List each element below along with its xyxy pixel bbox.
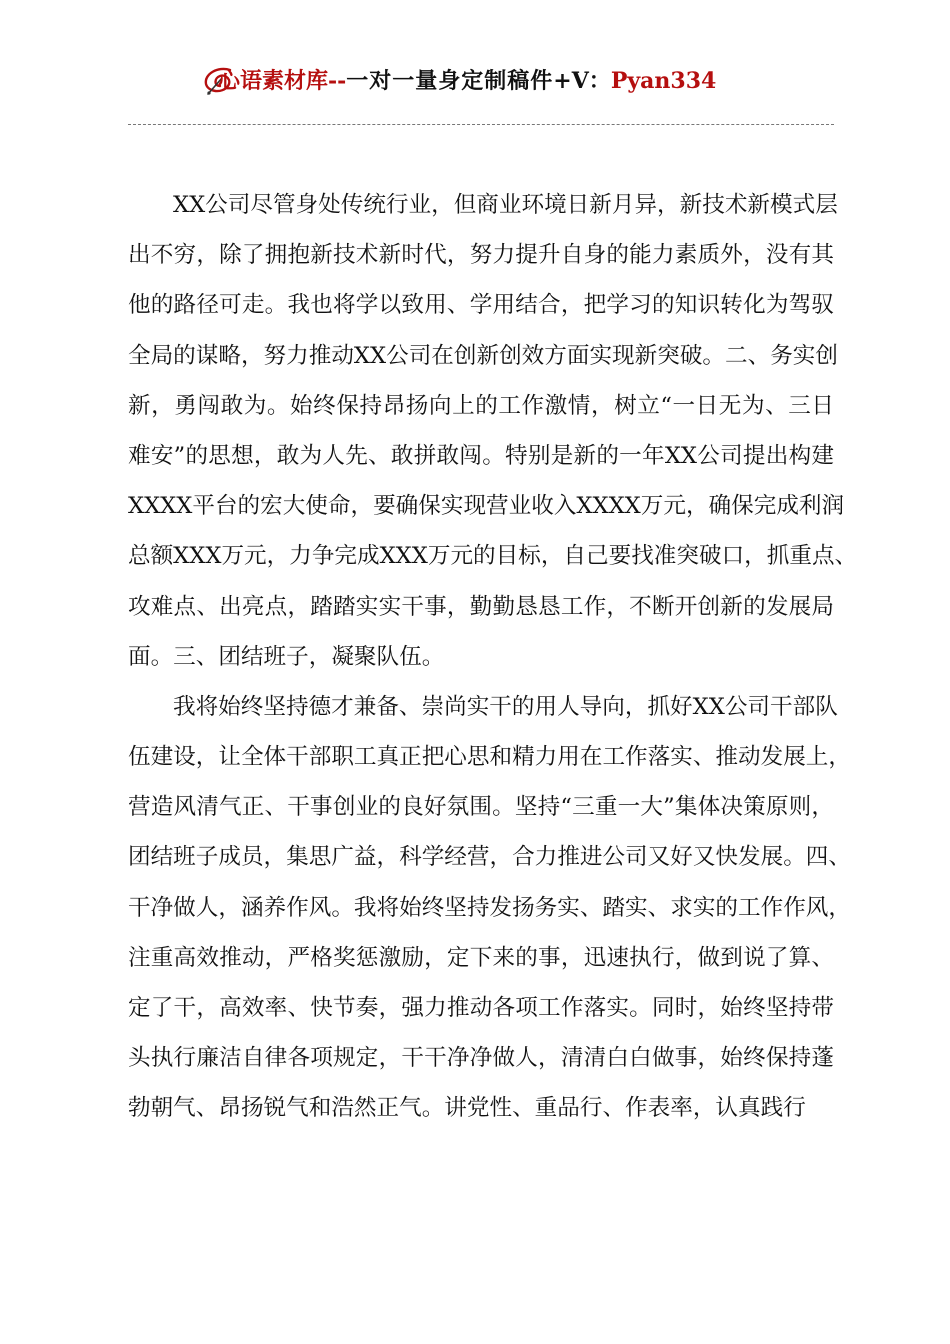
text-line: 头执行廉洁自律各项规定，干干净净做人，清清白白做事，始终保持蓬 bbox=[128, 1045, 834, 1072]
text-line: 难安”的思想，敢为人先、敢拼敢闯。特别是新的一年XX公司提出构建 bbox=[128, 442, 834, 469]
text-line: 面。三、团结班子，凝聚队伍。 bbox=[128, 643, 445, 670]
text-line: 他的路径可走。我也将学以致用、学用结合，把学习的知识转化为驾驭 bbox=[128, 292, 834, 319]
text-line: XXXX平台的宏大使命，要确保实现营业收入XXXX万元，确保完成利润 bbox=[128, 493, 845, 520]
text-line: 勃朝气、昂扬锐气和浩然正气。讲党性、重品行、作表率，认真践行 bbox=[128, 1095, 806, 1122]
text-line: 定了干，高效率、快节奏，强力推动各项工作落实。同时，始终坚持带 bbox=[128, 995, 834, 1021]
contact-label: +V： bbox=[553, 68, 611, 94]
text-line: XX公司尽管身处传统行业，但商业环境日新月异，新技术新模式层 bbox=[173, 192, 838, 218]
header-slogan: 一对一量身定制稿件 bbox=[346, 68, 554, 94]
text-line: 营造风清气正、干事创业的良好氛围。坚持“三重一大”集体决策原则， bbox=[128, 794, 834, 821]
text-line: 伍建设，让全体干部职工真正把心思和精力用在工作落实、推动发展上， bbox=[128, 744, 851, 771]
page-header bbox=[0, 58, 950, 106]
text-line: 团结班子成员，集思广益，科学经营，合力推进公司又好又快发展。四、 bbox=[128, 844, 851, 871]
contact-id: Pyan334 bbox=[610, 68, 717, 94]
header-divider bbox=[128, 124, 834, 125]
document-body bbox=[128, 180, 858, 1134]
text-line: 出不穷，除了拥抱新技术新时代，努力提升自身的能力素质外，没有其 bbox=[128, 242, 834, 269]
brand-name: 心语素材库 bbox=[218, 68, 329, 94]
header-separator: -- bbox=[328, 68, 347, 94]
text-line: 新，勇闯敢为。始终保持昂扬向上的工作激情，树立“一日无为、三日 bbox=[128, 392, 834, 419]
text-line: 攻难点、出亮点，踏踏实实干事，勤勤恳恳工作，不断开创新的发展局 bbox=[128, 593, 834, 620]
text-line: 注重高效推动，严格奖惩激励，定下来的事，迅速执行，做到说了算、 bbox=[128, 944, 834, 971]
text-line: 总额XXX万元，力争完成XXX万元的目标，自己要找准突破口，抓重点、 bbox=[128, 543, 858, 570]
text-line: 全局的谋略，努力推动XX公司在创新创效方面实现新突破。二、务实创 bbox=[128, 342, 838, 369]
header-title bbox=[218, 64, 716, 95]
text-line: 我将始终坚持德才兼备、崇尚实干的用人导向，抓好XX公司干部队 bbox=[173, 693, 838, 720]
text-line: 干净做人，涵养作风。我将始终坚持发扬务实、踏实、求实的工作作风， bbox=[128, 894, 851, 921]
